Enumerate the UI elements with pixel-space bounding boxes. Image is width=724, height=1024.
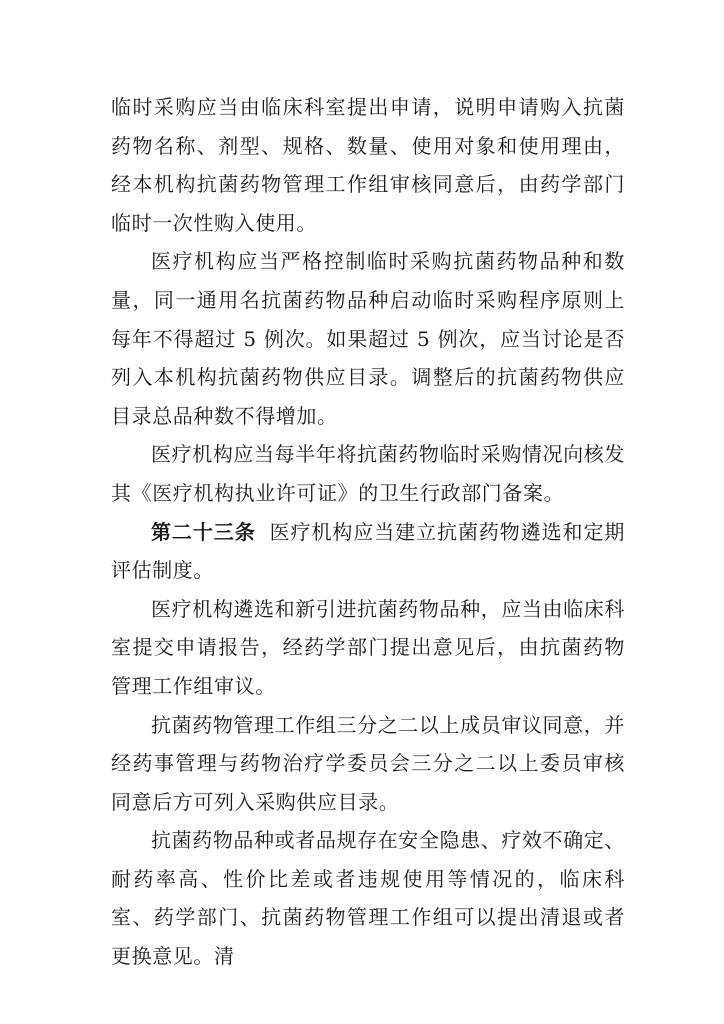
article-23-paragraph — [111, 513, 625, 590]
document-body — [111, 88, 625, 976]
article-text: 医疗机构应当建立抗菌药物遴选和定期评估制度。 — [111, 519, 626, 583]
paragraph-6: 抗菌药物管理工作组三分之二以上成员审议同意，并经药事管理与药物治疗学委员会三分之二以上委员审核同意后方可列入采购供应目录。 — [111, 712, 625, 814]
paragraph-1: 临时采购应当由临床科室提出申请，说明申请购入抗菌药物名称、剂型、规格、数量、使用对象和使用理由，经本机构抗菌药物管理工作组审核同意后，由药学部门临时一次性购入使用。 — [111, 95, 625, 235]
paragraph-5: 医疗机构遴选和新引进抗菌药物品种，应当由临床科室提交申请报告，经药学部门提出意见后，由抗菌药物管理工作组审议。 — [111, 596, 625, 698]
paragraph-7: 抗菌药物品种或者品规存在安全隐患、疗效不确定、耐药率高、性价比差或者违规使用等情况的，临床科室、药学部门、抗菌药物管理工作组可以提出清退或者更换意见。清 — [111, 828, 625, 969]
paragraph-3: 医疗机构应当每半年将抗菌药物临时采购情况向核发其《医疗机构执业许可证》的卫生行政部门备案。 — [111, 442, 625, 505]
paragraph-2: 医疗机构应当严格控制临时采购抗菌药物品种和数量，同一通用名抗菌药物品种启动临时采购程序原则上每年不得超过 5 例次。如果超过 5 例次，应当讨论是否列入本机构抗菌药物供应目录。调整后的抗菌药物供应目录总品种数不得增加。 — [111, 249, 625, 428]
article-heading: 第二十三条 — [151, 519, 256, 544]
